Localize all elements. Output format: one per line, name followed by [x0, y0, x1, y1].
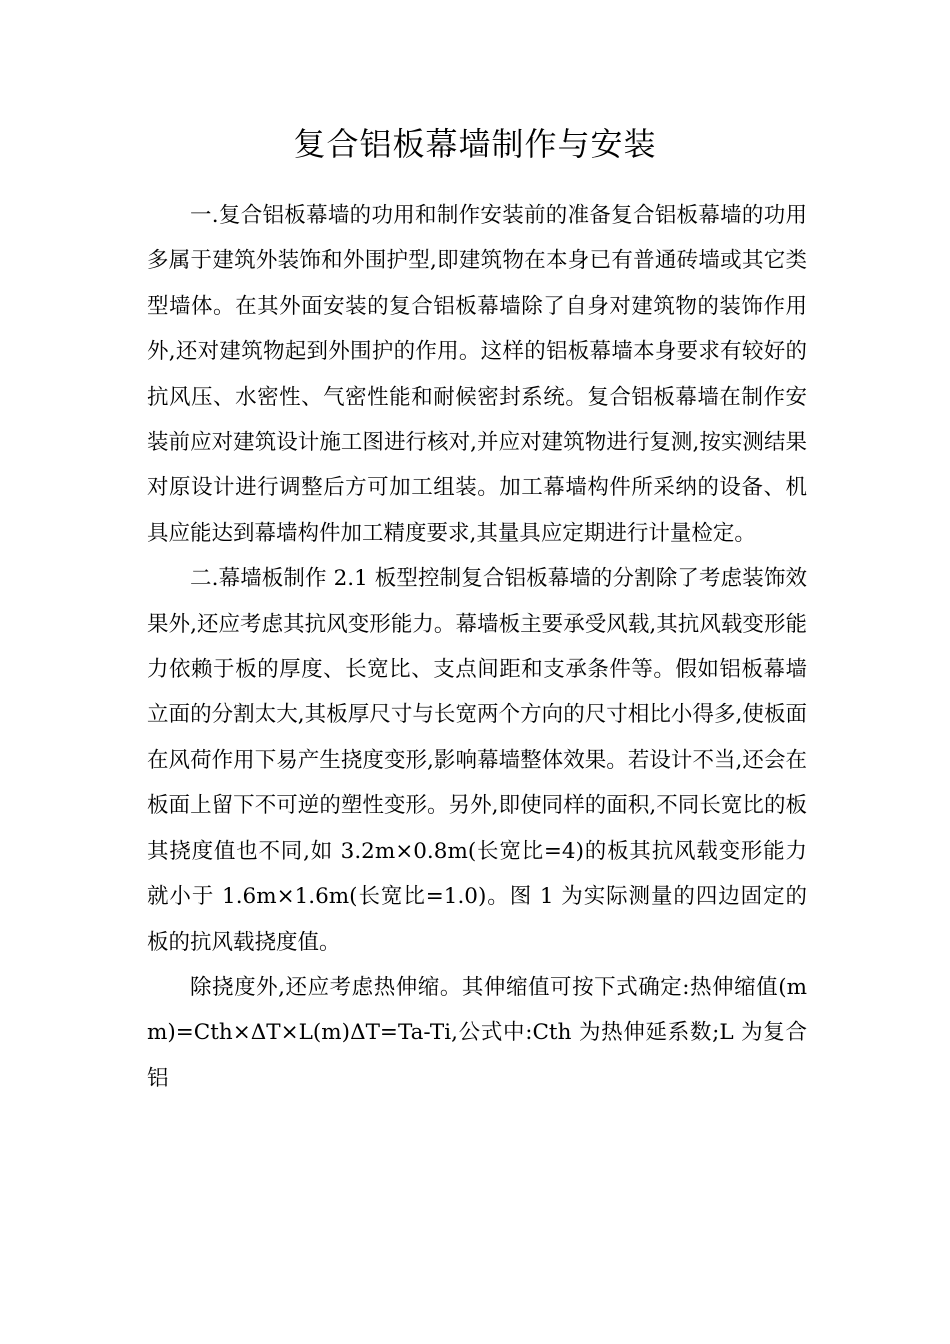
document-title: 复合铝板幕墙制作与安装 — [293, 125, 657, 163]
paragraph-thermal-expansion: 除挠度外,还应考虑热伸缩。其伸缩值可按下式确定:热伸缩值(mm)=Cth×ΔT×L(m)ΔT=Ta-Ti,公式中:Cth 为热伸延系数;L 为复合铝 — [147, 974, 807, 1091]
document-body — [147, 193, 807, 1101]
paragraph-section-1: 一.复合铝板幕墙的功用和制作安装前的准备复合铝板幕墙的功用多属于建筑外装饰和外围护型,即建筑物在本身已有普通砖墙或其它类型墙体。在其外面安装的复合铝板幕墙除了自身对建筑物的装饰作用外,还对建筑物起到外围护的作用。这样的铝板幕墙本身要求有较好的抗风压、水密性、气密性能和耐候密封系统。复合铝板幕墙在制作安装前应对建筑设计施工图进行核对,并应对建筑物进行复测,按实测结果对原设计进行调整后方可加工组装。加工幕墙构件所采纳的设备、机具应能达到幕墙构件加工精度要求,其量具应定期进行计量检定。 — [147, 203, 807, 546]
paragraph-section-2: 二.幕墙板制作 2.1 板型控制复合铝板幕墙的分割除了考虑装饰效果外,还应考虑其抗风变形能力。幕墙板主要承受风载,其抗风载变形能力依赖于板的厚度、长宽比、支点间距和支承条件等。假如铝板幕墙立面的分割太大,其板厚尺寸与长宽两个方向的尺寸相比小得多,使板面在风荷作用下易产生挠度变形,影响幕墙整体效果。若设计不当,还会在板面上留下不可逆的塑性变形。另外,即使同样的面积,不同长宽比的板其挠度值也不同,如 3.2m×0.8m(长宽比=4)的板其抗风载变形能力就小于 1.6m×1.6m(长宽比=1.0)。图 1 为实际测量的四边固定的板的抗风载挠度值。 — [147, 566, 807, 955]
